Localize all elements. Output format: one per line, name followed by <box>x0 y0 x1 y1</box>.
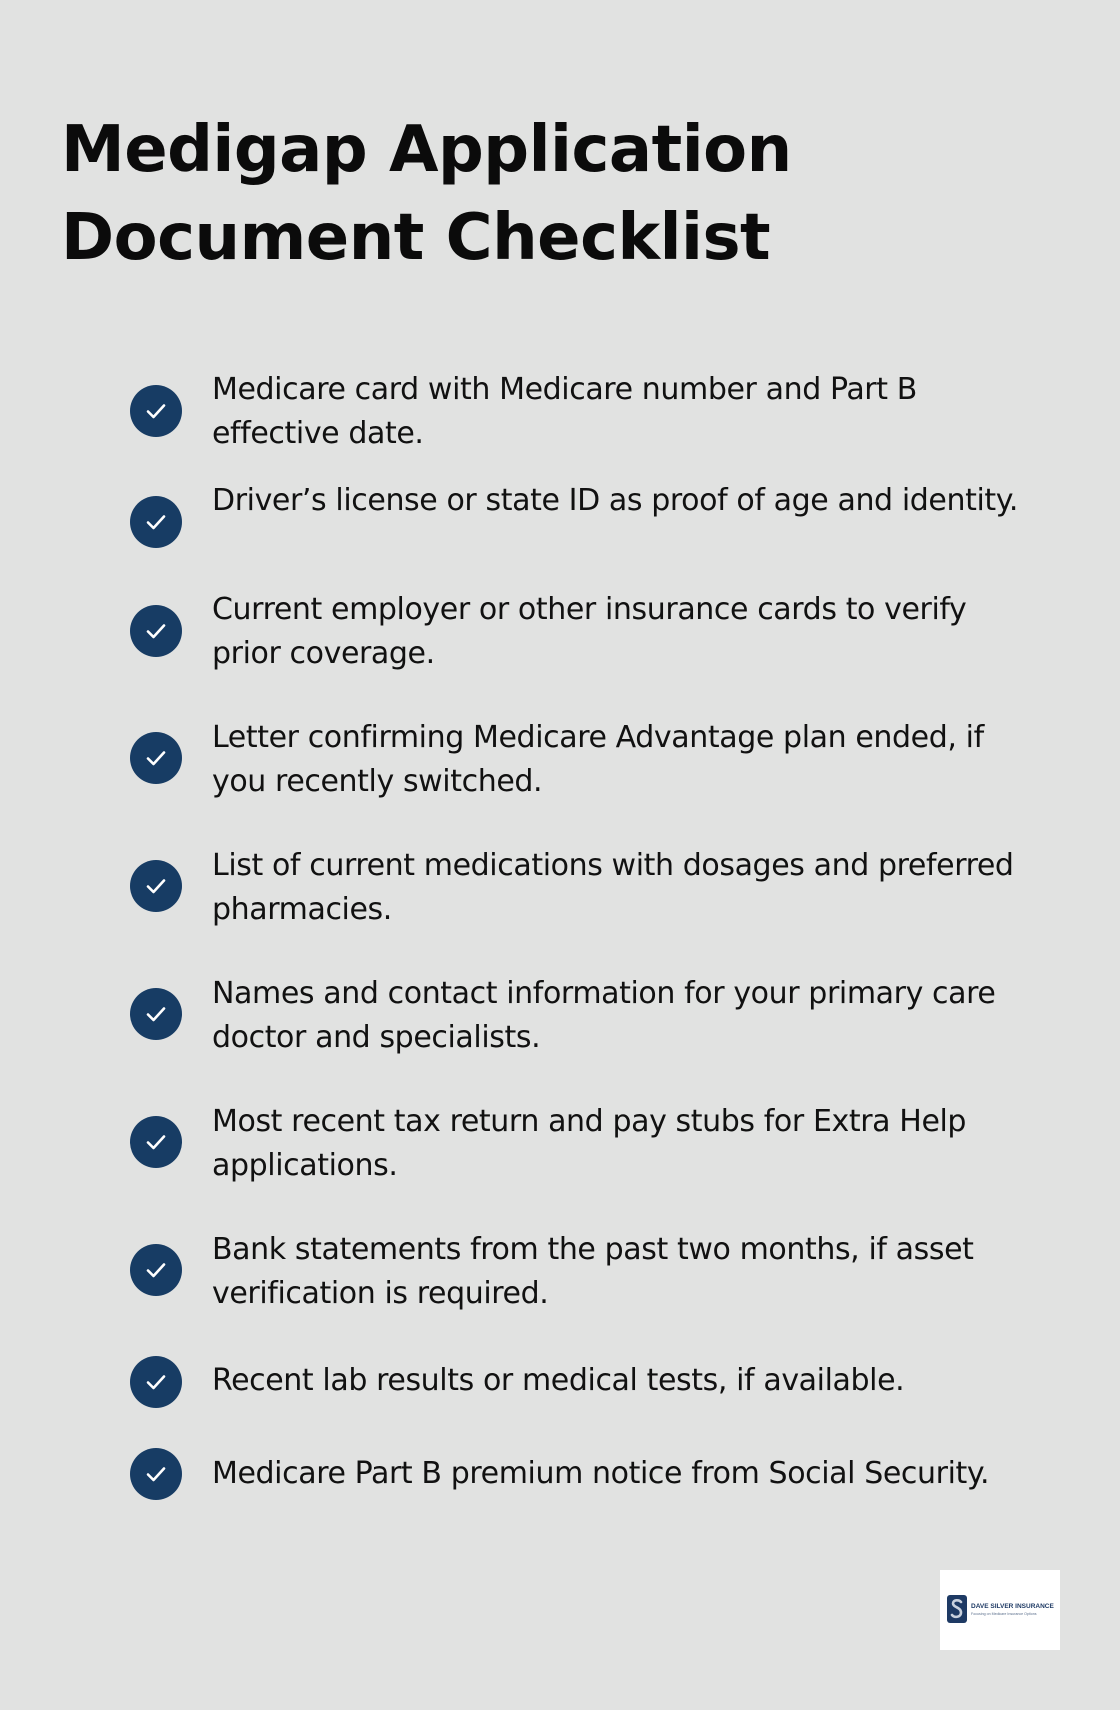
page-title: Medigap Application Document Checklist <box>61 113 792 275</box>
checklist-item-text: Medicare card with Medicare number and Part B effective date. <box>212 372 917 451</box>
checkmark-circle-icon <box>130 732 182 784</box>
logo-s-icon <box>946 1594 968 1624</box>
checklist-item-text: List of current medications with dosages and preferred pharmacies. <box>212 848 1014 927</box>
checkmark-circle-icon <box>130 1356 182 1408</box>
checkmark-circle-icon <box>130 385 182 437</box>
checkmark-circle-icon <box>130 988 182 1040</box>
checkmark-circle-icon <box>130 1448 182 1500</box>
checklist-item-text: Bank statements from the past two months, if asset verification is required. <box>212 1232 974 1311</box>
checklist-item-text: Current employer or other insurance cards to verify prior coverage. <box>212 592 967 671</box>
checklist-item-text: Letter confirming Medicare Advantage plan ended, if you recently switched. <box>212 720 984 799</box>
company-logo <box>940 1570 1060 1650</box>
checklist-item-text: Names and contact information for your primary care doctor and specialists. <box>212 976 996 1055</box>
checklist-item-text: Most recent tax return and pay stubs for Extra Help applications. <box>212 1104 967 1183</box>
checkmark-circle-icon <box>130 1116 182 1168</box>
checkmark-circle-icon <box>130 860 182 912</box>
checklist-item-text: Medicare Part B premium notice from Social Security. <box>212 1456 990 1491</box>
checklist-item-text: Driver’s license or state ID as proof of age and identity. <box>212 483 1018 518</box>
checkmark-circle-icon <box>130 605 182 657</box>
checkmark-circle-icon <box>130 1244 182 1296</box>
logo-tagline: Focusing on Medicare Insurance Options <box>971 1612 1037 1616</box>
checkmark-circle-icon <box>130 496 182 548</box>
checklist-item-text: Recent lab results or medical tests, if available. <box>212 1363 905 1398</box>
logo-company-name: DAVE SILVER INSURANCE <box>971 1603 1054 1610</box>
